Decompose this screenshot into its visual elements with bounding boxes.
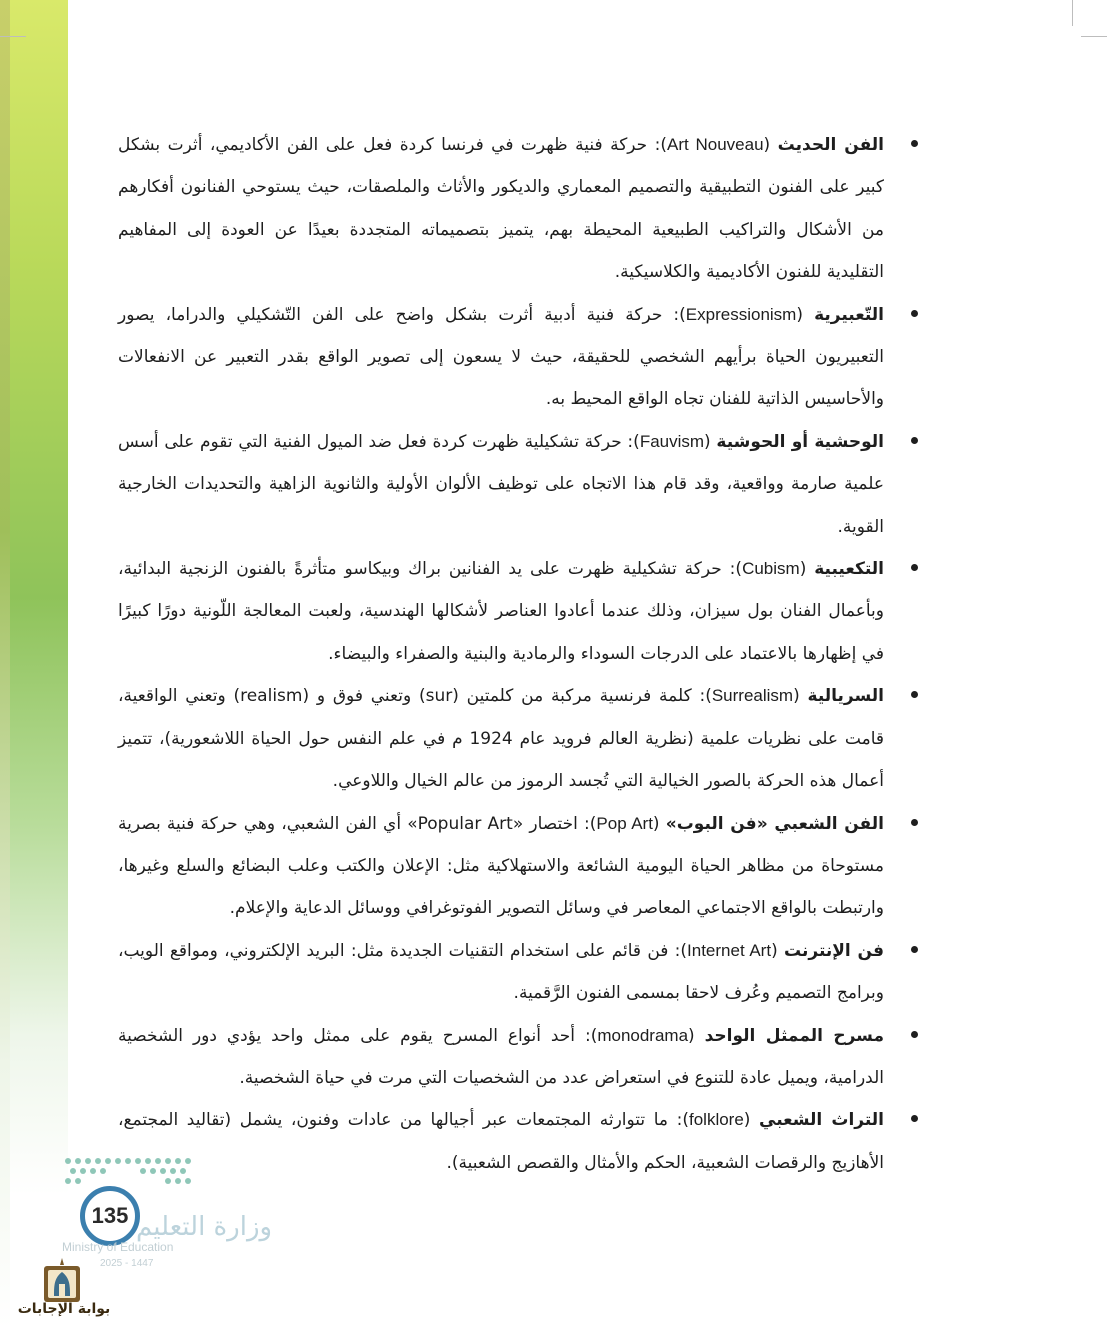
- term-description: : فن قائم على استخدام التقنيات الجديدة مثل: البريد الإلكتروني، ومواقع الويب، وبرامج التصميم وعُرف لاحقا بمسمى الفنون الرَّقمية.: [118, 940, 884, 1004]
- bullet-icon: [911, 1031, 918, 1038]
- term-latin: monodrama: [597, 1025, 689, 1045]
- edition-year: 2025 - 1447: [100, 1258, 154, 1269]
- term-latin: Surrealism: [711, 686, 794, 706]
- bullet-icon: [911, 946, 918, 953]
- bullet-icon: [911, 1115, 918, 1122]
- site-name: بوابة الإجابات: [17, 1301, 111, 1317]
- list-item: الفن الشعبي «فن البوب» (Pop Art): اختصار «Popular Art» أي الفن الشعبي، وهي حركة فنية بصرية مستوحاة من مظاهر الحياة اليومية الشائعة والاستهلاكية مثل: الإعلان والكتب وعلب البضائع والسلع وغيرها، وارتبطت بالواقع الاجتماعي المعاصر في وسائل التصوير الفوتوغرافي ووسائل الدعاية والإعلام.: [118, 803, 918, 930]
- decorative-band-edge: [0, 0, 10, 1328]
- ministry-name-english: Ministry of Education: [62, 1240, 174, 1254]
- bullet-icon: [911, 140, 918, 147]
- list-item: التكعيبية (Cubism): حركة تشكيلية ظهرت على يد الفنانين براك وبيكاسو متأثرةً بالفنون الزنجية البدائية، وبأعمال الفنان بول سيزان، وذلك عندما أعادوا العناصر لأشكالها الهندسية، ولعبت المعالجة اللّونية دورًا كبيرًا في إظهارها بالاعتماد على الدرجات السوداء والرمادية والبنية والصفراء والبيضاء.: [118, 548, 918, 675]
- mosque-logo-icon: [42, 1256, 82, 1304]
- page-number: 135: [80, 1186, 140, 1246]
- term-latin: Art Nouveau: [667, 135, 764, 154]
- bullet-icon: [911, 691, 918, 698]
- crop-mark: [0, 36, 26, 37]
- term-latin: Pop Art: [596, 813, 653, 833]
- term-latin: Internet Art: [687, 940, 772, 960]
- term-title: الوحشية أو الحوشية: [716, 431, 884, 452]
- list-item: فن الإنترنت (Internet Art): فن قائم على استخدام التقنيات الجديدة مثل: البريد الإلكتروني، ومواقع الويب، وبرامج التصميم وعُرف لاحقا بمسمى الفنون الرَّقمية.: [118, 930, 918, 1015]
- term-latin: Fauvism: [639, 431, 705, 451]
- list-item: الوحشية أو الحوشية (Fauvism): حركة تشكيلية ظهرت كردة فعل ضد الميول الفنية التي تقوم على أسس علمية صارمة وواقعية، وقد قام هذا الاتجاه على توظيف الألوان الأولية والثانوية الزاهية والتحديدات الخارجية القوية.: [118, 421, 918, 548]
- term-title: مسرح الممثل الواحد: [704, 1025, 885, 1046]
- term-title: الفن الحديث: [777, 135, 885, 155]
- term-description: : حركة تشكيلية ظهرت كردة فعل ضد الميول الفنية التي تقوم على أسس علمية صارمة وواقعية، وقد قام هذا الاتجاه على توظيف الألوان الأولية والثانوية الزاهية والتحديدات الخارجية القوية.: [118, 431, 884, 537]
- list-item: السريالية (Surrealism): كلمة فرنسية مركبة من كلمتين (sur) وتعني فوق و (realism) وتعني الواقعية، قامت على نظريات علمية (نظرية العالم فرويد عام 1924 م في علم النفس حول الحياة اللاشعورية)، تتميز أعمال هذه الحركة بالصور الخيالية التي تُجسد الرموز من عالم الخيال واللاوعي.: [118, 675, 918, 802]
- ministry-name-arabic: وزارة التعليم: [136, 1212, 273, 1242]
- term-latin: folklore: [688, 1110, 744, 1130]
- term-title: السريالية: [807, 686, 884, 707]
- bullet-icon: [911, 310, 918, 317]
- list-item: التراث الشعبي (folklore): ما تتوارثه المجتمعات عبر أجيالها من عادات وفنون، يشمل (تقاليد المجتمع، الأهازيج والرقصات الشعبية، الحكم والأمثال والقصص الشعبية).: [118, 1099, 918, 1184]
- list-item: مسرح الممثل الواحد (monodrama): أحد أنواع المسرح يقوم على ممثل واحد يؤدي دور الشخصية الدرامية، ويميل عادة للتنوع في استعراض عدد من الشخصيات التي مرت في حياة الشخصية.: [118, 1015, 918, 1100]
- bullet-icon: [911, 437, 918, 444]
- term-title: التّعبيرية: [814, 304, 884, 325]
- bullet-icon: [911, 819, 918, 826]
- term-latin: Expressionism: [685, 304, 797, 324]
- crop-mark: [1081, 36, 1107, 37]
- list-item: التّعبيرية (Expressionism): حركة فنية أدبية أثرت بشكل واضح على الفن التّشكيلي والدراما، يصور التعبيريون الحياة برأيهم الشخصي للحقيقة، حيث لا يسعون إلى تصوير الواقع بقدر التعبير عن الانفعالات والأحاسيس الذاتية للفنان تجاه الواقع المحيط به.: [118, 294, 918, 421]
- term-title: الفن الشعبي «فن البوب»: [665, 813, 884, 834]
- term-description: : حركة فنية أدبية أثرت بشكل واضح على الفن التّشكيلي والدراما، يصور التعبيريون الحياة برأيهم الشخصي للحقيقة، حيث لا يسعون إلى تصوير الواقع بقدر التعبير عن الانفعالات والأحاسيس الذاتية للفنان تجاه الواقع المحيط به.: [118, 304, 884, 410]
- term-description: : كلمة فرنسية مركبة من كلمتين (sur) وتعني فوق و (realism) وتعني الواقعية، قامت على نظريات علمية (نظرية العالم فرويد عام 1924 م في علم النفس حول الحياة اللاشعورية)، تتميز أعمال هذه الحركة بالصور الخيالية التي تُجسد الرموز من عالم الخيال واللاوعي.: [118, 686, 884, 792]
- term-title: التراث الشعبي: [759, 1110, 884, 1131]
- term-latin: Cubism: [742, 559, 800, 579]
- term-title: فن الإنترنت: [783, 940, 884, 961]
- term-description: : اختصار «Popular Art» أي الفن الشعبي، وهي حركة فنية بصرية مستوحاة من مظاهر الحياة اليومية الشائعة والاستهلاكية مثل: الإعلان والكتب وعلب البضائع والسلع وغيرها، وارتبطت بالواقع الاجتماعي المعاصر في وسائل التصوير الفوتوغرافي ووسائل الدعاية والإعلام.: [118, 813, 884, 919]
- term-description: : حركة فنية ظهرت في فرنسا كردة فعل على الفن الأكاديمي، أثرت بشكل كبير على الفنون التطبيقية والتصميم المعماري والديكور والأثاث والملصقات، حيث يستوحي الفنانون أفكارهم من الأشكال والتراكيب الطبيعية المحيطة بهم، يتميز بتصميماته المتجددة بعيدًا عن العودة إلى المفاهيم التقليدية للفنون الأكاديمية والكلاسيكية.: [118, 135, 884, 283]
- bullet-icon: [911, 564, 918, 571]
- term-description: : ما تتوارثه المجتمعات عبر أجيالها من عادات وفنون، يشمل (تقاليد المجتمع، الأهازيج والرقصات الشعبية، الحكم والأمثال والقصص الشعبية).: [118, 1110, 884, 1173]
- term-description: : أحد أنواع المسرح يقوم على ممثل واحد يؤدي دور الشخصية الدرامية، ويميل عادة للتنوع في استعراض عدد من الشخصيات التي مرت في حياة الشخصية.: [118, 1025, 884, 1088]
- list-item: الفن الحديث (Art Nouveau): حركة فنية ظهرت في فرنسا كردة فعل على الفن الأكاديمي، أثرت بشكل كبير على الفنون التطبيقية والتصميم المعماري والديكور والأثاث والملصقات، حيث يستوحي الفنانون أفكارهم من الأشكال والتراكيب الطبيعية المحيطة بهم، يتميز بتصميماته المتجددة بعيدًا عن العودة إلى المفاهيم التقليدية للفنون الأكاديمية والكلاسيكية.: [118, 124, 918, 294]
- term-description: : حركة تشكيلية ظهرت على يد الفنانين براك وبيكاسو متأثرةً بالفنون الزنجية البدائية، وبأعمال الفنان بول سيزان، وذلك عندما أعادوا العناصر لأشكالها الهندسية، ولعبت المعالجة اللّونية دورًا كبيرًا في إظهارها بالاعتماد على الدرجات السوداء والرمادية والبنية والصفراء والبيضاء.: [118, 559, 884, 664]
- decorative-side-band: [10, 0, 68, 1328]
- definitions-list: [118, 124, 918, 1173]
- ministry-logo-dots-icon: [60, 1155, 200, 1193]
- crop-mark: [1072, 0, 1073, 26]
- term-title: التكعيبية: [814, 559, 884, 580]
